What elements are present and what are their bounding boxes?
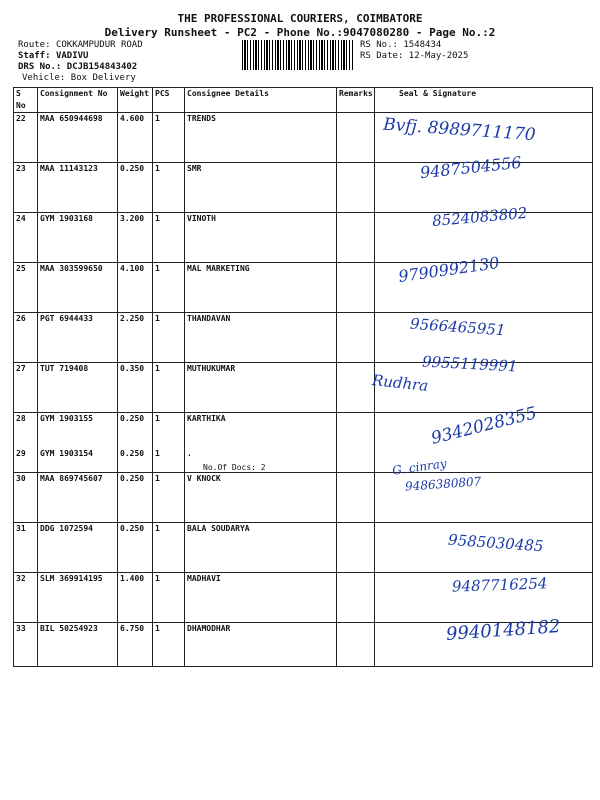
- staff-label: Staff:: [18, 51, 51, 61]
- route-label: Route:: [18, 40, 51, 50]
- cell-consignee: VINOTH: [185, 213, 337, 263]
- drs-value: DCJB154843402: [66, 62, 138, 72]
- cell-consignment: MAA 303599650: [38, 263, 118, 313]
- cell-consignment: GYM 1903155: [38, 413, 118, 448]
- table-row: [14, 472, 593, 522]
- cell-pcs: 1: [153, 313, 185, 363]
- signature-number: 9487504556: [419, 152, 523, 183]
- cell-consignment: GYM 1903154: [38, 448, 118, 473]
- signature-number: 9790992130: [397, 253, 501, 286]
- cell-remarks: [337, 448, 375, 473]
- cell-pcs: 1: [153, 163, 185, 213]
- cell-consignment: BIL 50254923: [38, 622, 118, 666]
- cell-sno: 33: [14, 622, 38, 666]
- table-header: [14, 88, 593, 113]
- col-consignee: Consignee Details: [185, 88, 337, 113]
- rs-date-label: RS Date:: [360, 51, 404, 61]
- col-consignment: Consignment No: [38, 88, 118, 113]
- cell-consignee: DHAMODHAR: [185, 622, 337, 666]
- col-signature: Seal & Signature: [375, 88, 593, 113]
- signature-name: G. cinray: [391, 456, 448, 478]
- signature-number: 9940148182: [445, 616, 562, 645]
- cell-remarks: [337, 213, 375, 263]
- cell-remarks: [337, 413, 375, 448]
- signature-number: 9342028355: [429, 403, 539, 449]
- cell-weight: 6.750: [118, 622, 153, 666]
- cell-weight: 2.250: [118, 313, 153, 363]
- cell-pcs: 1: [153, 622, 185, 666]
- col-pcs: PCS: [153, 88, 185, 113]
- cell-sno: 32: [14, 572, 38, 622]
- cell-consignee: THANDAVAN: [185, 313, 337, 363]
- consignee-value: .: [187, 448, 192, 458]
- drs-line: [18, 62, 137, 72]
- signature-number: 9486380807: [404, 474, 482, 494]
- cell-consignee: MADHAVI: [185, 572, 337, 622]
- cell-pcs: 1: [153, 413, 185, 448]
- table-row: [14, 448, 593, 473]
- route-line: [18, 40, 143, 50]
- cell-weight: 0.350: [118, 363, 153, 413]
- cell-consignee: [185, 448, 337, 473]
- staff-line: [18, 51, 88, 61]
- cell-sno: 23: [14, 163, 38, 213]
- cell-consignment: MAA 869745607: [38, 472, 118, 522]
- vehicle-value: Box Delivery: [70, 73, 136, 83]
- signature-number: 8989711170: [426, 117, 537, 146]
- company-name: THE PROFESSIONAL COURIERS, COIMBATORE: [177, 12, 423, 25]
- cell-weight: 1.400: [118, 572, 153, 622]
- signature-number: 9585030485: [447, 530, 544, 556]
- rs-date-value: 12-May-2025: [408, 51, 469, 61]
- cell-remarks: [337, 622, 375, 666]
- cell-consignee: MUTHUKUMAR: [185, 363, 337, 413]
- cell-sno: 31: [14, 522, 38, 572]
- route-value: COKKAMPUDUR ROAD: [55, 40, 143, 50]
- cell-sno: 29: [14, 448, 38, 473]
- table-row: [14, 263, 593, 313]
- cell-remarks: [337, 113, 375, 163]
- cell-consignee: KARTHIKA: [185, 413, 337, 448]
- col-remarks: Remarks: [337, 88, 375, 113]
- cell-sno: 24: [14, 213, 38, 263]
- cell-weight: 4.100: [118, 263, 153, 313]
- cell-consignment: DDG 1072594: [38, 522, 118, 572]
- drs-label: DRS No.:: [18, 62, 62, 72]
- cell-pcs: 1: [153, 572, 185, 622]
- cell-consignee: MAL MARKETING: [185, 263, 337, 313]
- cell-weight: 4.600: [118, 113, 153, 163]
- runsheet-title: Delivery Runsheet - PC2 - Phone No.:9047080280 - Page No.:2: [104, 26, 496, 39]
- cell-sno: 25: [14, 263, 38, 313]
- signature-number: 9566465951: [409, 314, 506, 340]
- cell-sno: 26: [14, 313, 38, 363]
- col-weight: Weight: [118, 88, 153, 113]
- cell-pcs: 1: [153, 113, 185, 163]
- rs-no-line: [360, 40, 441, 50]
- signature-number: 9955119991: [421, 352, 518, 376]
- cell-consignee: BALA SOUDARYA: [185, 522, 337, 572]
- rs-no-label: RS No.:: [360, 40, 398, 50]
- cell-consignment: MAA 11143123: [38, 163, 118, 213]
- cell-consignee: V KNOCK: [185, 472, 337, 522]
- cell-pcs: 1: [153, 263, 185, 313]
- cell-remarks: [337, 263, 375, 313]
- signature-mark: Bvfj.: [382, 114, 423, 138]
- cell-consignment: TUT 719408: [38, 363, 118, 413]
- signature-name: Rudhra: [371, 371, 430, 395]
- barcode: [242, 40, 354, 70]
- cell-consignment: SLM 369914195: [38, 572, 118, 622]
- cell-consignee: SMR: [185, 163, 337, 213]
- table-row: [14, 313, 593, 363]
- col-sno: S No: [14, 88, 38, 113]
- signature-number: 9487716254: [451, 574, 548, 596]
- cell-remarks: [337, 313, 375, 363]
- cell-remarks: [337, 163, 375, 213]
- cell-pcs: 1: [153, 363, 185, 413]
- cell-pcs: 1: [153, 448, 185, 473]
- cell-weight: 0.250: [118, 472, 153, 522]
- staff-value: VADIVU: [55, 51, 89, 61]
- cell-remarks: [337, 363, 375, 413]
- cell-weight: 0.250: [118, 522, 153, 572]
- rs-no-value: 1548434: [403, 40, 442, 50]
- cell-sno: 22: [14, 113, 38, 163]
- vehicle-line: [22, 73, 136, 83]
- cell-remarks: [337, 472, 375, 522]
- cell-remarks: [337, 572, 375, 622]
- cell-pcs: 1: [153, 472, 185, 522]
- cell-weight: 3.200: [118, 213, 153, 263]
- handwritten-signature: [452, 576, 548, 594]
- rs-date-line: [360, 51, 468, 61]
- cell-weight: 0.250: [118, 163, 153, 213]
- cell-pcs: 1: [153, 213, 185, 263]
- cell-consignment: GYM 1903168: [38, 213, 118, 263]
- cell-pcs: 1: [153, 522, 185, 572]
- cell-consignee: TRENDS: [185, 113, 337, 163]
- cell-consignment: PGT 6944433: [38, 313, 118, 363]
- cell-weight: 0.250: [118, 413, 153, 448]
- cell-sno: 30: [14, 472, 38, 522]
- cell-remarks: [337, 522, 375, 572]
- vehicle-label: Vehicle:: [22, 73, 66, 83]
- cell-consignment: MAA 650944698: [38, 113, 118, 163]
- cell-sno: 27: [14, 363, 38, 413]
- signature-number: 8524083802: [431, 203, 528, 231]
- cell-weight: 0.250: [118, 448, 153, 473]
- cell-sno: 28: [14, 413, 38, 448]
- docs-count: No.Of Docs: 2: [203, 462, 266, 472]
